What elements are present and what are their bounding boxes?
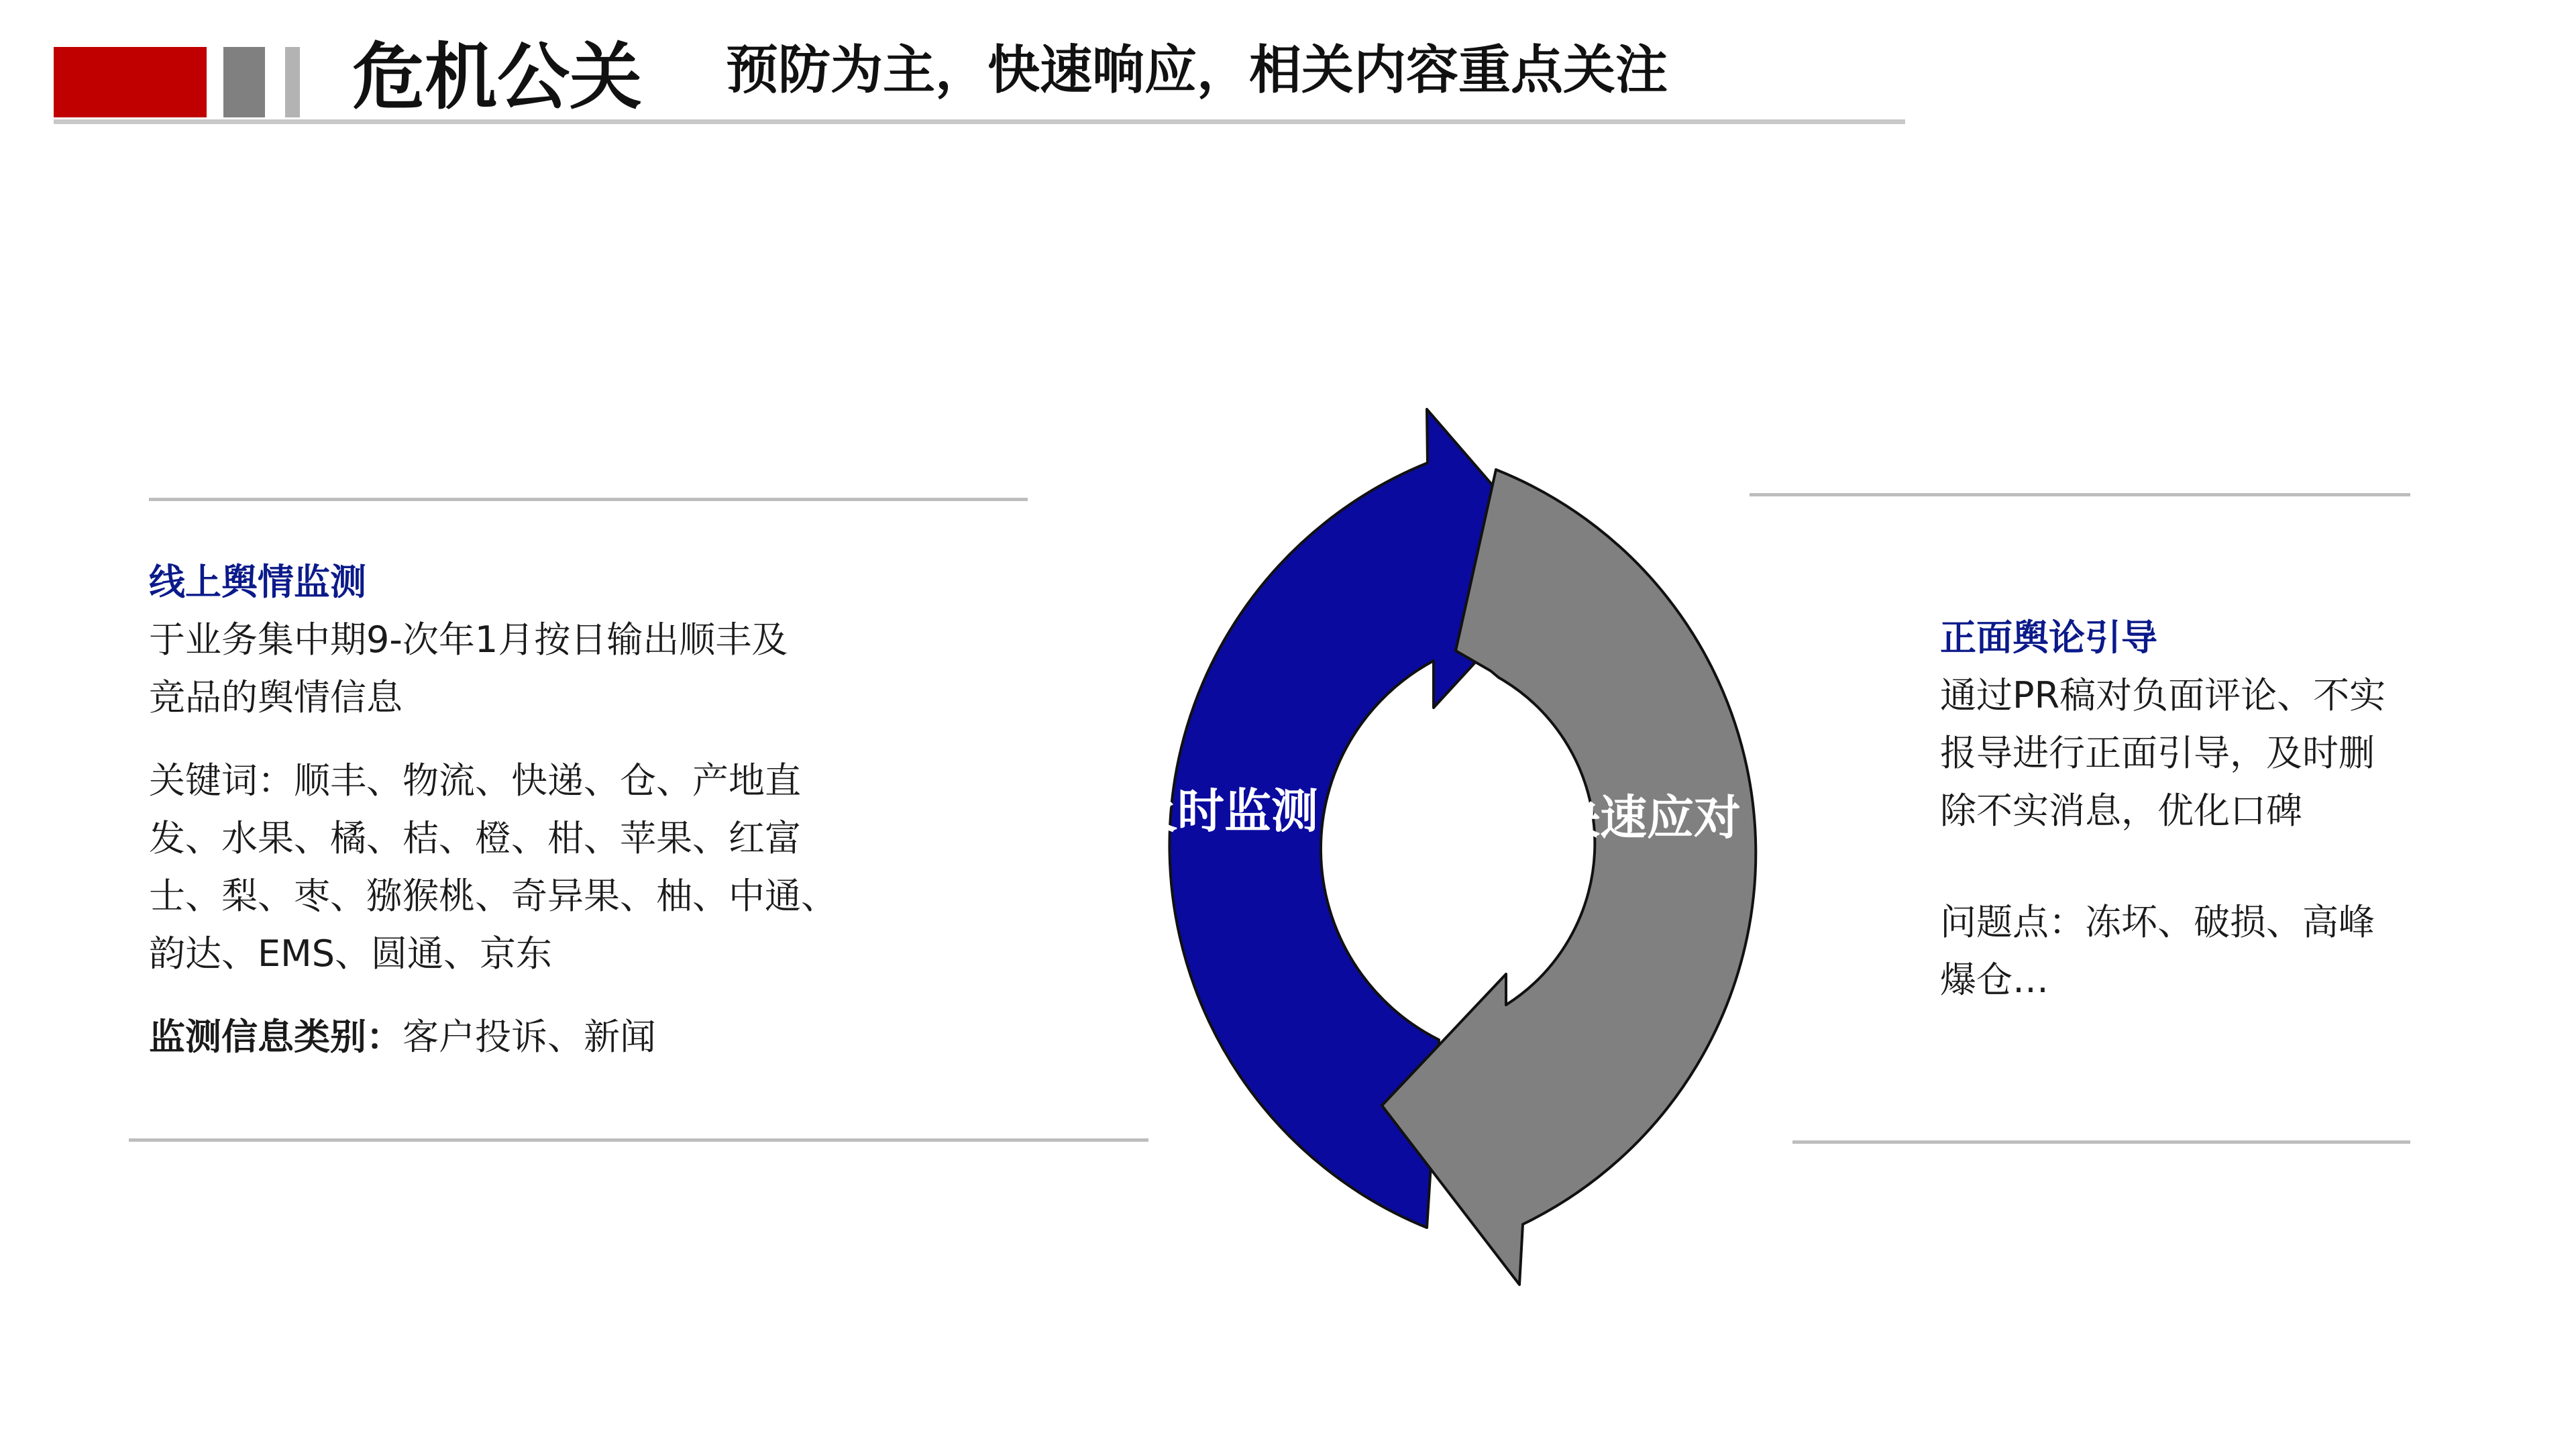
left-panel-description — [149, 611, 974, 727]
category-value: 客户投诉、新闻 — [402, 1016, 656, 1058]
issues-line: 爆仓… — [1940, 959, 2049, 1001]
header-light-grey-block — [285, 47, 300, 117]
header-grey-block — [223, 47, 265, 117]
right-desc-line: 除不实消息，优化口碑 — [1940, 790, 2302, 832]
left-desc-line: 于业务集中期9-次年1月按日输出顺丰及 — [149, 619, 788, 661]
header-underline — [54, 119, 1905, 124]
right-desc-line: 通过PR稿对负面评论、不实 — [1940, 674, 2386, 716]
keywords-line: 发、水果、橘、桔、橙、柑、苹果、红富 — [149, 817, 801, 859]
right-panel-heading: 正面舆论引导 — [1940, 616, 2157, 659]
right-panel-description — [1940, 667, 2396, 840]
left-panel — [149, 553, 974, 1066]
left-panel-keywords — [149, 752, 974, 983]
cycle-diagram — [1000, 396, 1865, 1301]
right-panel — [1940, 609, 2396, 1009]
keywords-line: 关键词：顺丰、物流、快递、仓、产地直 — [149, 759, 801, 802]
right-panel-issues — [1940, 894, 2396, 1009]
category-label: 监测信息类别： — [149, 1016, 402, 1058]
respond-label: 快速应对 — [1553, 790, 1741, 845]
right-desc-line: 报导进行正面引导，及时删 — [1940, 732, 2375, 774]
left-panel-category — [149, 1008, 974, 1066]
right-bottom-divider — [1792, 1140, 2410, 1144]
header-red-block — [54, 47, 207, 117]
keywords-line: 士、梨、枣、猕猴桃、奇异果、柚、中通、 — [149, 875, 837, 917]
issues-line: 问题点：冻坏、破损、高峰 — [1940, 901, 2375, 943]
page-subtitle: 预防为主，快速响应，相关内容重点关注 — [726, 40, 1668, 101]
keywords-line: 韵达、EMS、圆通、京东 — [149, 932, 552, 975]
left-panel-heading: 线上舆情监测 — [149, 561, 366, 603]
page-title: 危机公关 — [352, 36, 643, 119]
left-bottom-divider — [129, 1138, 1148, 1142]
left-top-divider — [149, 498, 1028, 501]
left-desc-line: 竞品的舆情信息 — [149, 676, 402, 718]
monitor-label: 及时监测 — [1130, 784, 1318, 839]
